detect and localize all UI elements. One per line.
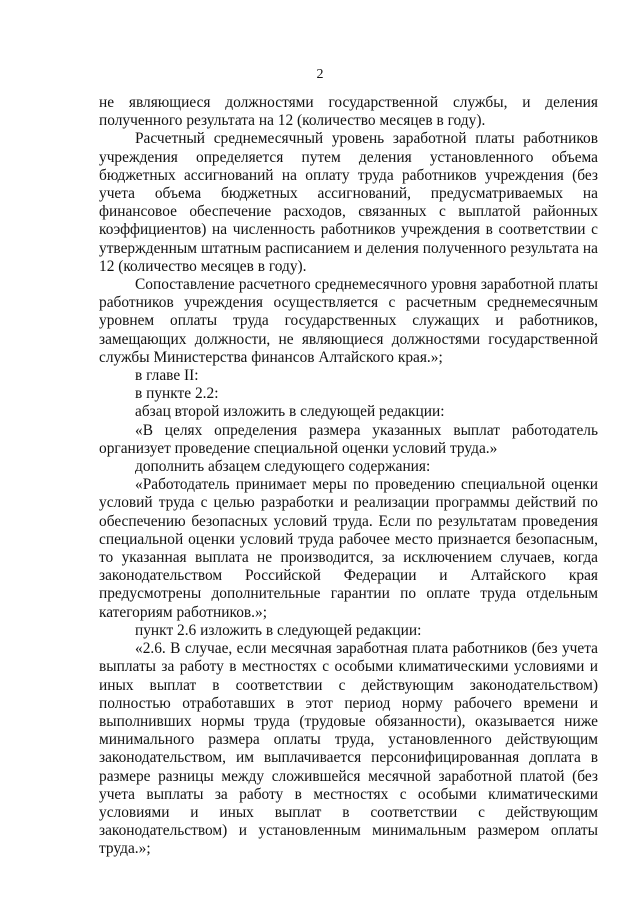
paragraph-quote-2-6: «2.6. В случае, если месячная заработная плата работников (без учета выплаты за работу в местностях с особыми климатическими условиями и иных выплат в соответствии с действующим законодательством) полностью отработавших в этот период норму рабочего времени и выполнивших нормы труда (трудовые обязанности), оказывается ниже минимального размера оплаты труда, установленного действующим законодательством, им выплачивается персонифицированная доплата в размере разницы между сложившейся месячной заработной платой (без учета выплаты за работу в местностях с особыми климатическими условиями и иных выплат в соответствии с действующим законодательством) и установленным минимальным размером оплаты труда.»;: [99, 640, 598, 858]
paragraph-point-ref: в пункте 2.2:: [135, 385, 219, 403]
paragraph-instruction-add: дополнить абзацем следующего содержания:: [135, 458, 431, 476]
paragraph-salary-calculation: Расчетный среднемесячный уровень заработной платы работников учреждения определяется путем деления установленного объема бюджетных ассигнований на оплату труда работников учреждения (без учета объема бюджетных ассигнований, предусматриваемых на финансовое обеспечение расходов, связанных с выплатой районных коэффициентов) на численность работников учреждения в соответствии с утвержденным штатным расписанием и деления полученного результата на 12 (количество месяцев в году).: [99, 130, 598, 275]
paragraph-instruction-2-6: пункт 2.6 изложить в следующей редакции:: [135, 621, 422, 639]
document-body: [99, 94, 598, 859]
paragraph-instruction: абзац второй изложить в следующей редакции:: [135, 403, 445, 421]
paragraph-quote-employer: «Работодатель принимает меры по проведению специальной оценки условий труда с целью разработки и реализации программы действий по обеспечению безопасных условий труда. Если по результатам проведения специальной оценки условий труда рабочее место признается безопасным, то указанная выплата не производится, за исключением случаев, когда законодательством Российской Федерации и Алтайского края предусмотрены дополнительные гарантии по оплате труда отдельным категориям работников.»;: [99, 476, 598, 621]
paragraph-continuation: не являющиеся должностями государственной службы, и деления полученного результата на 12 (количество месяцев в году).: [99, 94, 598, 130]
paragraph-quote-assessment: «В целях определения размера указанных выплат работодатель организует проведение специальной оценки условий труда.»: [99, 421, 598, 457]
page-number: 2: [316, 67, 324, 82]
paragraph-salary-comparison: Сопоставление расчетного среднемесячного уровня заработной платы работников учреждения осуществляется с расчетным среднемесячным уровнем оплаты труда государственных служащих и работников, замещающих должности, не являющиеся должностями государственной службы Министерства финансов Алтайского края.»;: [99, 276, 598, 366]
paragraph-chapter-ref: в главе II:: [135, 367, 199, 385]
